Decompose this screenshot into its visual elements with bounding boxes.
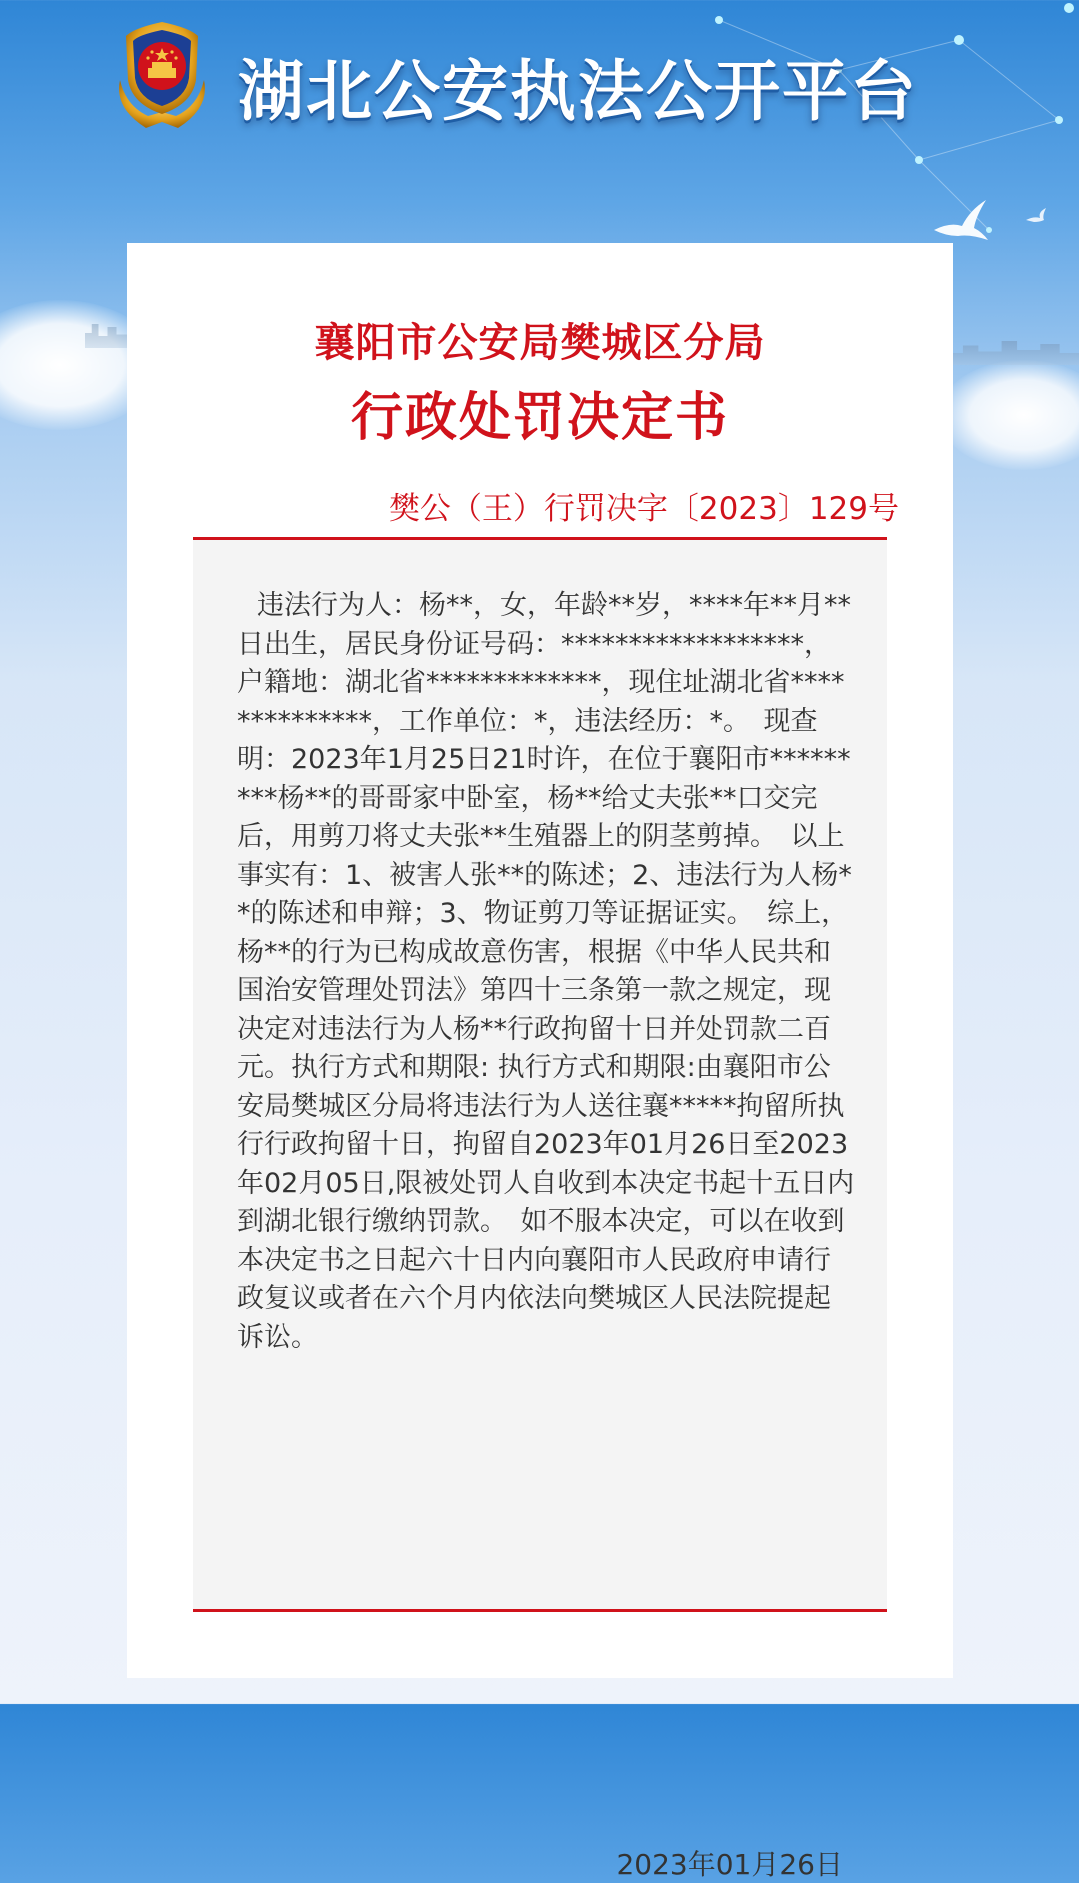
divider-bottom <box>193 1609 887 1612</box>
document-number: 樊公（王）行罚决字〔2023〕129号 <box>388 491 899 527</box>
site-header <box>0 0 1079 170</box>
skyline-decoration-right <box>950 335 1079 365</box>
issuing-authority: 襄阳市公安局樊城区分局 <box>314 320 766 366</box>
document-body-box <box>193 540 887 1881</box>
police-emblem-icon <box>106 18 218 136</box>
document-title: 行政处罚决定书 <box>350 388 729 448</box>
cloud-decoration-right <box>939 360 1079 470</box>
document-card <box>127 243 953 1881</box>
site-title: 湖北公安执法公开平台 <box>238 53 918 130</box>
document-date: 2023年01月26日 <box>616 1848 843 1881</box>
document-body-text: 违法行为人：杨**，女，年龄**岁，****年**月**日出生，居民身份证号码：******************，户籍地：湖北省*************，现住址湖北省**************，工作单位：*，违法经历：*。 现查明：2023年1月25日21时许，在位于襄阳市*********杨**的哥哥家中卧室，杨**给丈夫张**口交完后，用剪刀将丈夫张**生殖器上的阴茎剪掉。 以上事实有：1、被害人张**的陈述；2、违法行为人杨**的陈述和申辩；3、物证剪刀等证据证实。 综上，杨**的行为已构成故意伤害，根据《中华人民共和国治安管理处罚法》第四十三条第一款之规定，现决定对违法行为人杨**行政拘留十日并处罚款二百元。执行方式和期限: 执行方式和期限:由襄阳市公安局樊城区分局将违法行为人送往襄*****拘留所执行行政拘留十日，拘留自2023年01月26日至2023年02月05日,限被处罚人自收到本决定书起十五日内到湖北银行缴纳罚款。 如不服本决定，可以在收到本决定书之日起六十日内向襄阳市人民政府申请行政复议或者在六个月内依法向樊城区人民法院提起诉讼。 <box>237 590 855 1353</box>
